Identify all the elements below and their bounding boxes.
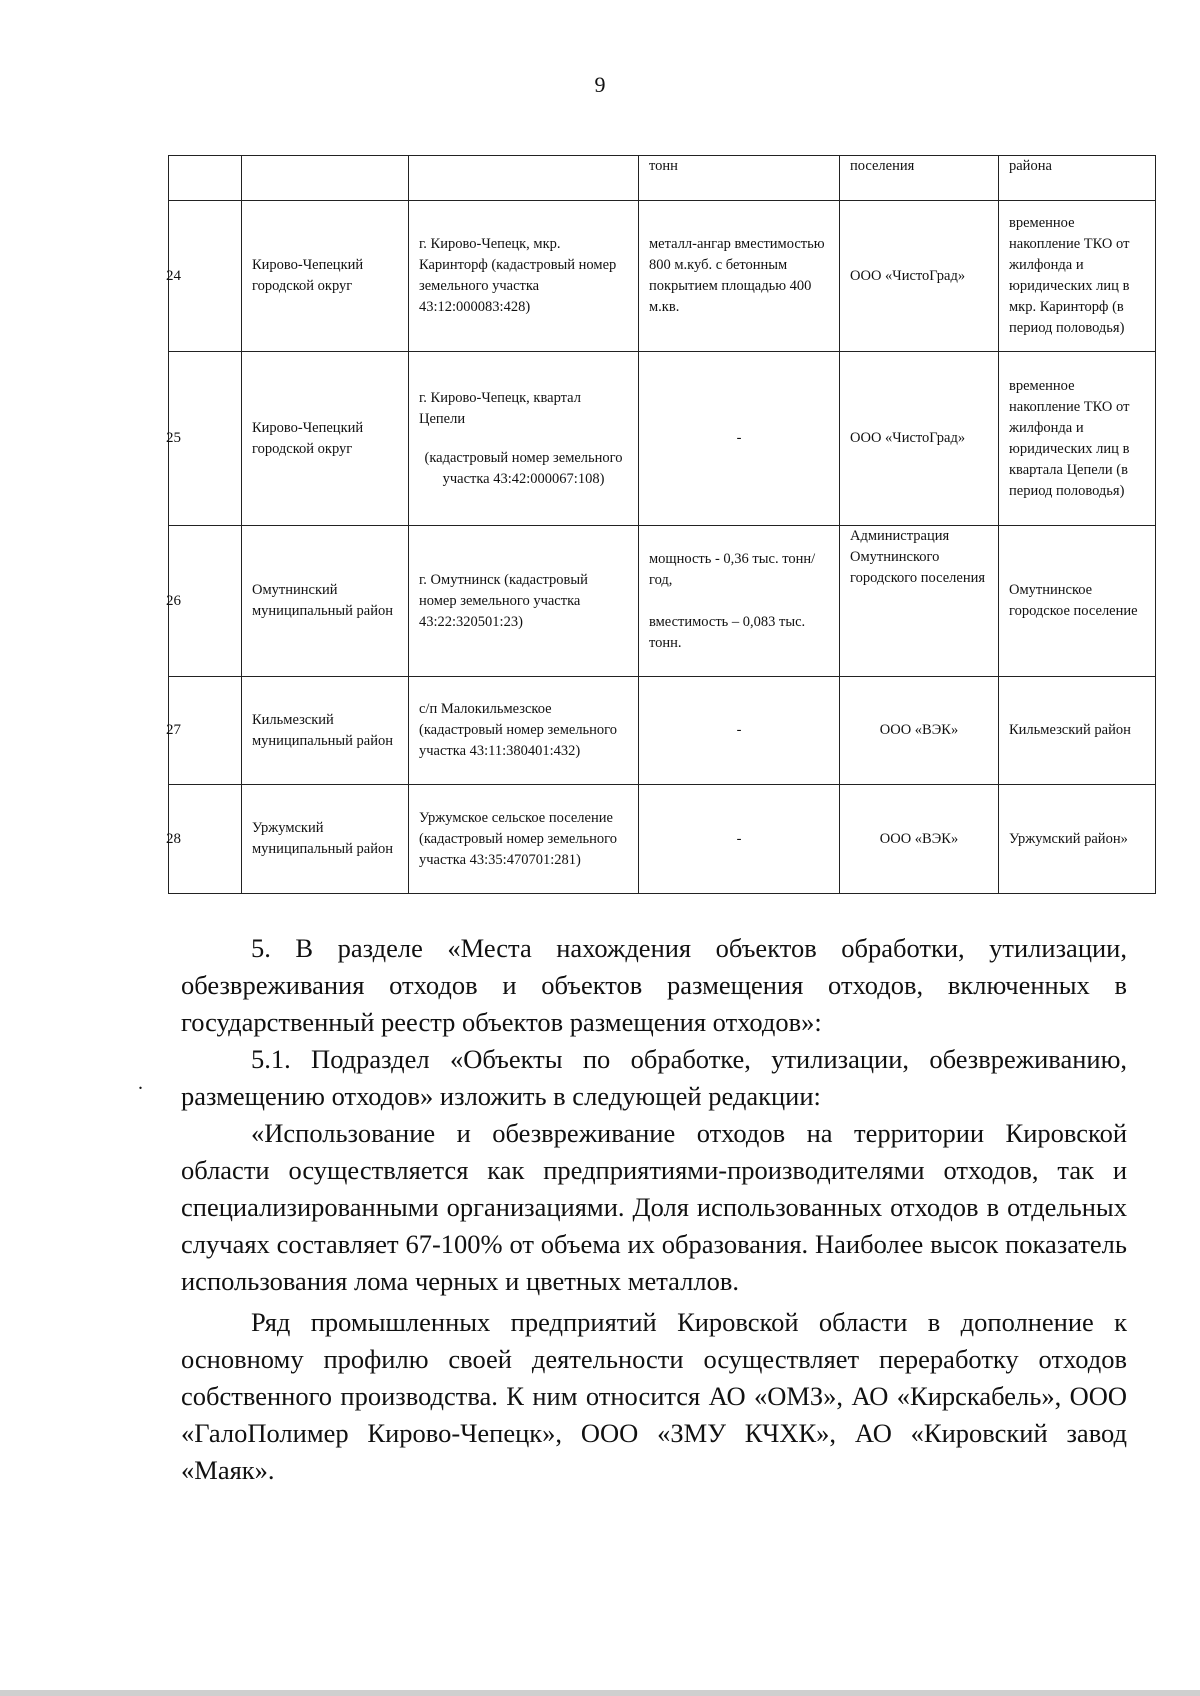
address-text: Уржумское сельское поселение (кадастровый номер земельного участка 43:35:470701:281) xyxy=(419,809,618,868)
row-number: 25 xyxy=(166,430,181,446)
row-number: 26 xyxy=(166,592,181,609)
table-row xyxy=(169,526,1156,677)
district-cell: Кирово-Чепецкий городской округ xyxy=(242,352,409,526)
table-row xyxy=(169,785,1156,894)
header-cell: тонн xyxy=(639,156,840,201)
header-cell xyxy=(169,156,242,201)
table-row xyxy=(169,201,1156,352)
address-text: г. Кирово-Чепецк, квартал Цепели xyxy=(419,389,581,427)
capacity-cell: - xyxy=(639,785,840,894)
address-cell xyxy=(409,526,639,677)
document-body xyxy=(181,930,1127,1489)
capacity-cell xyxy=(639,526,840,677)
paragraph-quote-usage: «Использование и обезвреживание отходов на территории Кировской области осуществляется как предприятиями-производителями отходов, так и специализированными организациями. Доля использованных отходов в отдельных случаях составляет 67-100% от объема их образования. Наиболее высок показатель использования лома черных и цветных металлов. xyxy=(181,1118,1127,1296)
row-number: 24 xyxy=(166,267,181,284)
operator-cell: ООО «ВЭК» xyxy=(840,677,999,785)
district-cell: Кирово-Чепецкий городской округ xyxy=(242,201,409,352)
address-text: с/п Малокильмезское (кадастровый номер земельного участка 43:11:380401:432) xyxy=(419,701,618,759)
capacity-cell: - xyxy=(639,352,840,526)
district-cell: Кильмезский муниципальный район xyxy=(242,677,409,785)
operator-cell: Администрация Омутнинского городского поселения xyxy=(840,526,999,677)
row-number: 27 xyxy=(166,722,181,738)
service-area-cell: временное накопление ТКО от жилфонда и юридических лиц в квартала Цепели (в период половодья) xyxy=(999,352,1156,526)
header-cell: поселения xyxy=(840,156,999,201)
address-cell xyxy=(409,352,639,526)
address-text: г. Кирово-Чепецк, мкр. Каринторф (кадастровый номер земельного участка 43:12:000083:428) xyxy=(419,236,617,315)
address-cell xyxy=(409,677,639,785)
address-text: г. Омутнинск (кадастровый номер земельного участка 43:22:320501:23) xyxy=(419,571,588,630)
address-cell xyxy=(409,201,639,352)
service-area-cell: Омутнинское городское поселение xyxy=(999,526,1156,677)
capacity-cell: металл-ангар вместимостью 800 м.куб. с бетонным покрытием площадью 400 м.кв. xyxy=(639,201,840,352)
capacity-power: мощность - 0,36 тыс. тонн/год, xyxy=(649,550,816,588)
row-number: 28 xyxy=(166,830,181,847)
table-row xyxy=(169,677,1156,785)
waste-sites-table xyxy=(168,155,1156,894)
paragraph-section-5: 5. В разделе «Места нахождения объектов обработки, утилизации, обезвреживания отходов и объектов размещения отходов, включенных в государственный реестр объектов размещения отходов»: xyxy=(181,933,1127,1037)
service-area-cell: временное накопление ТКО от жилфонда и юридических лиц в мкр. Каринторф (в период половодья) xyxy=(999,201,1156,352)
table-row xyxy=(169,352,1156,526)
operator-cell: ООО «ЧистоГрад» xyxy=(840,352,999,526)
service-area-cell: Кильмезский район xyxy=(999,677,1156,785)
operator-cell: ООО «ЧистоГрад» xyxy=(840,201,999,352)
district-cell: Омутнинский муниципальный район xyxy=(242,526,409,677)
capacity-cell: - xyxy=(639,677,840,785)
margin-mark: . xyxy=(138,1072,143,1094)
scan-bottom-edge xyxy=(0,1690,1200,1696)
header-cell xyxy=(242,156,409,201)
operator-cell: ООО «ВЭК» xyxy=(840,785,999,894)
address-cell xyxy=(409,785,639,894)
capacity-volume: вместимость – 0,083 тыс. тонн. xyxy=(649,613,806,651)
service-area-cell: Уржумский район» xyxy=(999,785,1156,894)
page-number: 9 xyxy=(594,72,606,97)
header-cell: района xyxy=(999,156,1156,201)
header-cell xyxy=(409,156,639,201)
cadastral-note: (кадастровый номер земельного участка 43:42:000067:108) xyxy=(424,449,623,487)
paragraph-subsection-5-1: 5.1. Подраздел «Объекты по обработке, утилизации, обезвреживанию, размещению отходов» изложить в следующей редакции: xyxy=(181,1044,1127,1111)
district-cell: Уржумский муниципальный район xyxy=(242,785,409,894)
table-header-continuation xyxy=(169,156,1156,201)
paragraph-enterprises: Ряд промышленных предприятий Кировской области в дополнение к основному профилю своей деятельности осуществляет переработку отходов собственного производства. К ним относится АО «ОМЗ», АО «Кирскабель», ООО «ГалоПолимер Кирово-Чепецк», ООО «ЗМУ КЧХК», АО «Кировский завод «Маяк». xyxy=(181,1307,1127,1485)
